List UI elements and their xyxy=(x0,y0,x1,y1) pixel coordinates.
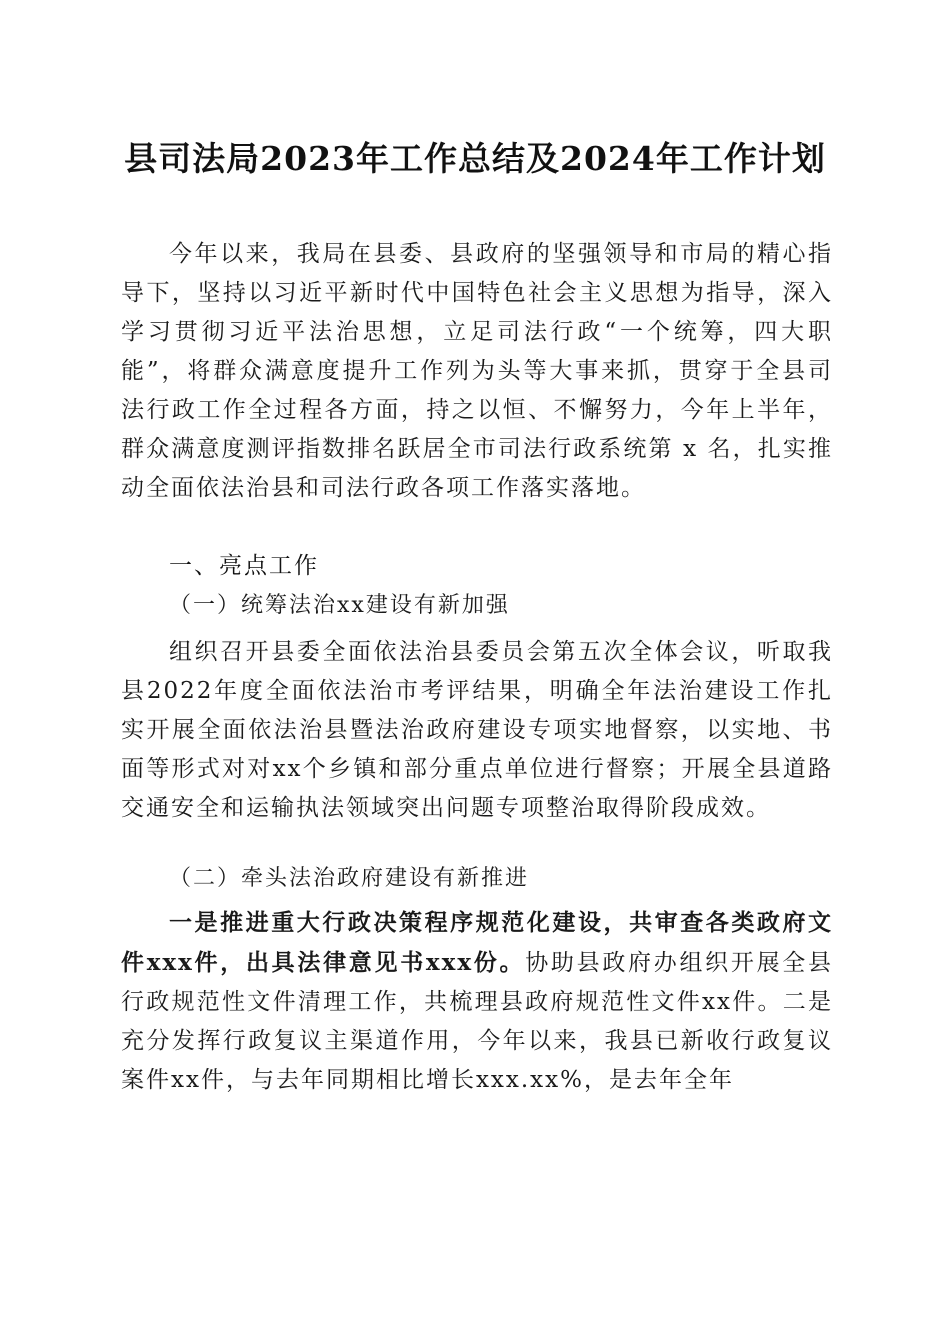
section-heading-highlights: 一、亮点工作 xyxy=(169,553,319,579)
subsection-2-rest: 协助县政府办组织开展全县行政规范性文件清理工作，共梳理县政府规范性文件xx件。二是充分发挥行政复议主渠道作用，今年以来，我县已新收行政复议案件xx件，与去年同期相比增长xxx.xx%，是去年全年 xyxy=(121,950,833,1093)
subsection-heading-1: （一）统筹法治xx建设有新加强 xyxy=(169,593,510,618)
subsection-2-lead-sentence: 一是推进重大行政决策程序规范化建设，共审查各类政府文件xxx件，出具法律意见书xxx份。 xyxy=(121,909,833,976)
subsection-heading-2: （二）牵头法治政府建设有新推进 xyxy=(169,866,530,891)
intro-paragraph: 今年以来，我局在县委、县政府的坚强领导和市局的精心指导下，坚持以习近平新时代中国特色社会主义思想为指导，深入学习贯彻习近平法治思想，立足司法行政“一个统筹，四大职能”，将群众满意度提升工作列为头等大事来抓，贯穿于全县司法行政工作全过程各方面，持之以恒、不懈努力，今年上半年，群众满意度测评指数排名跃居全市司法行政系统第 x 名，扎实推动全面依法治县和司法行政各项工作落实落地。 xyxy=(121,241,833,501)
document-title: 县司法局2023年工作总结及2024年工作计划 xyxy=(124,139,826,178)
subsection-1-paragraph: 组织召开县委全面依法治县委员会第五次全体会议，听取我县2022年度全面依法治市考评结果，明确全年法治建设工作扎实开展全面依法治县暨法治政府建设专项实地督察，以实地、书面等形式对对xx个乡镇和部分重点单位进行督察；开展全县道路交通安全和运输执法领域突出问题专项整治取得阶段成效。 xyxy=(121,639,833,821)
subsection-2-paragraph xyxy=(121,903,833,1100)
